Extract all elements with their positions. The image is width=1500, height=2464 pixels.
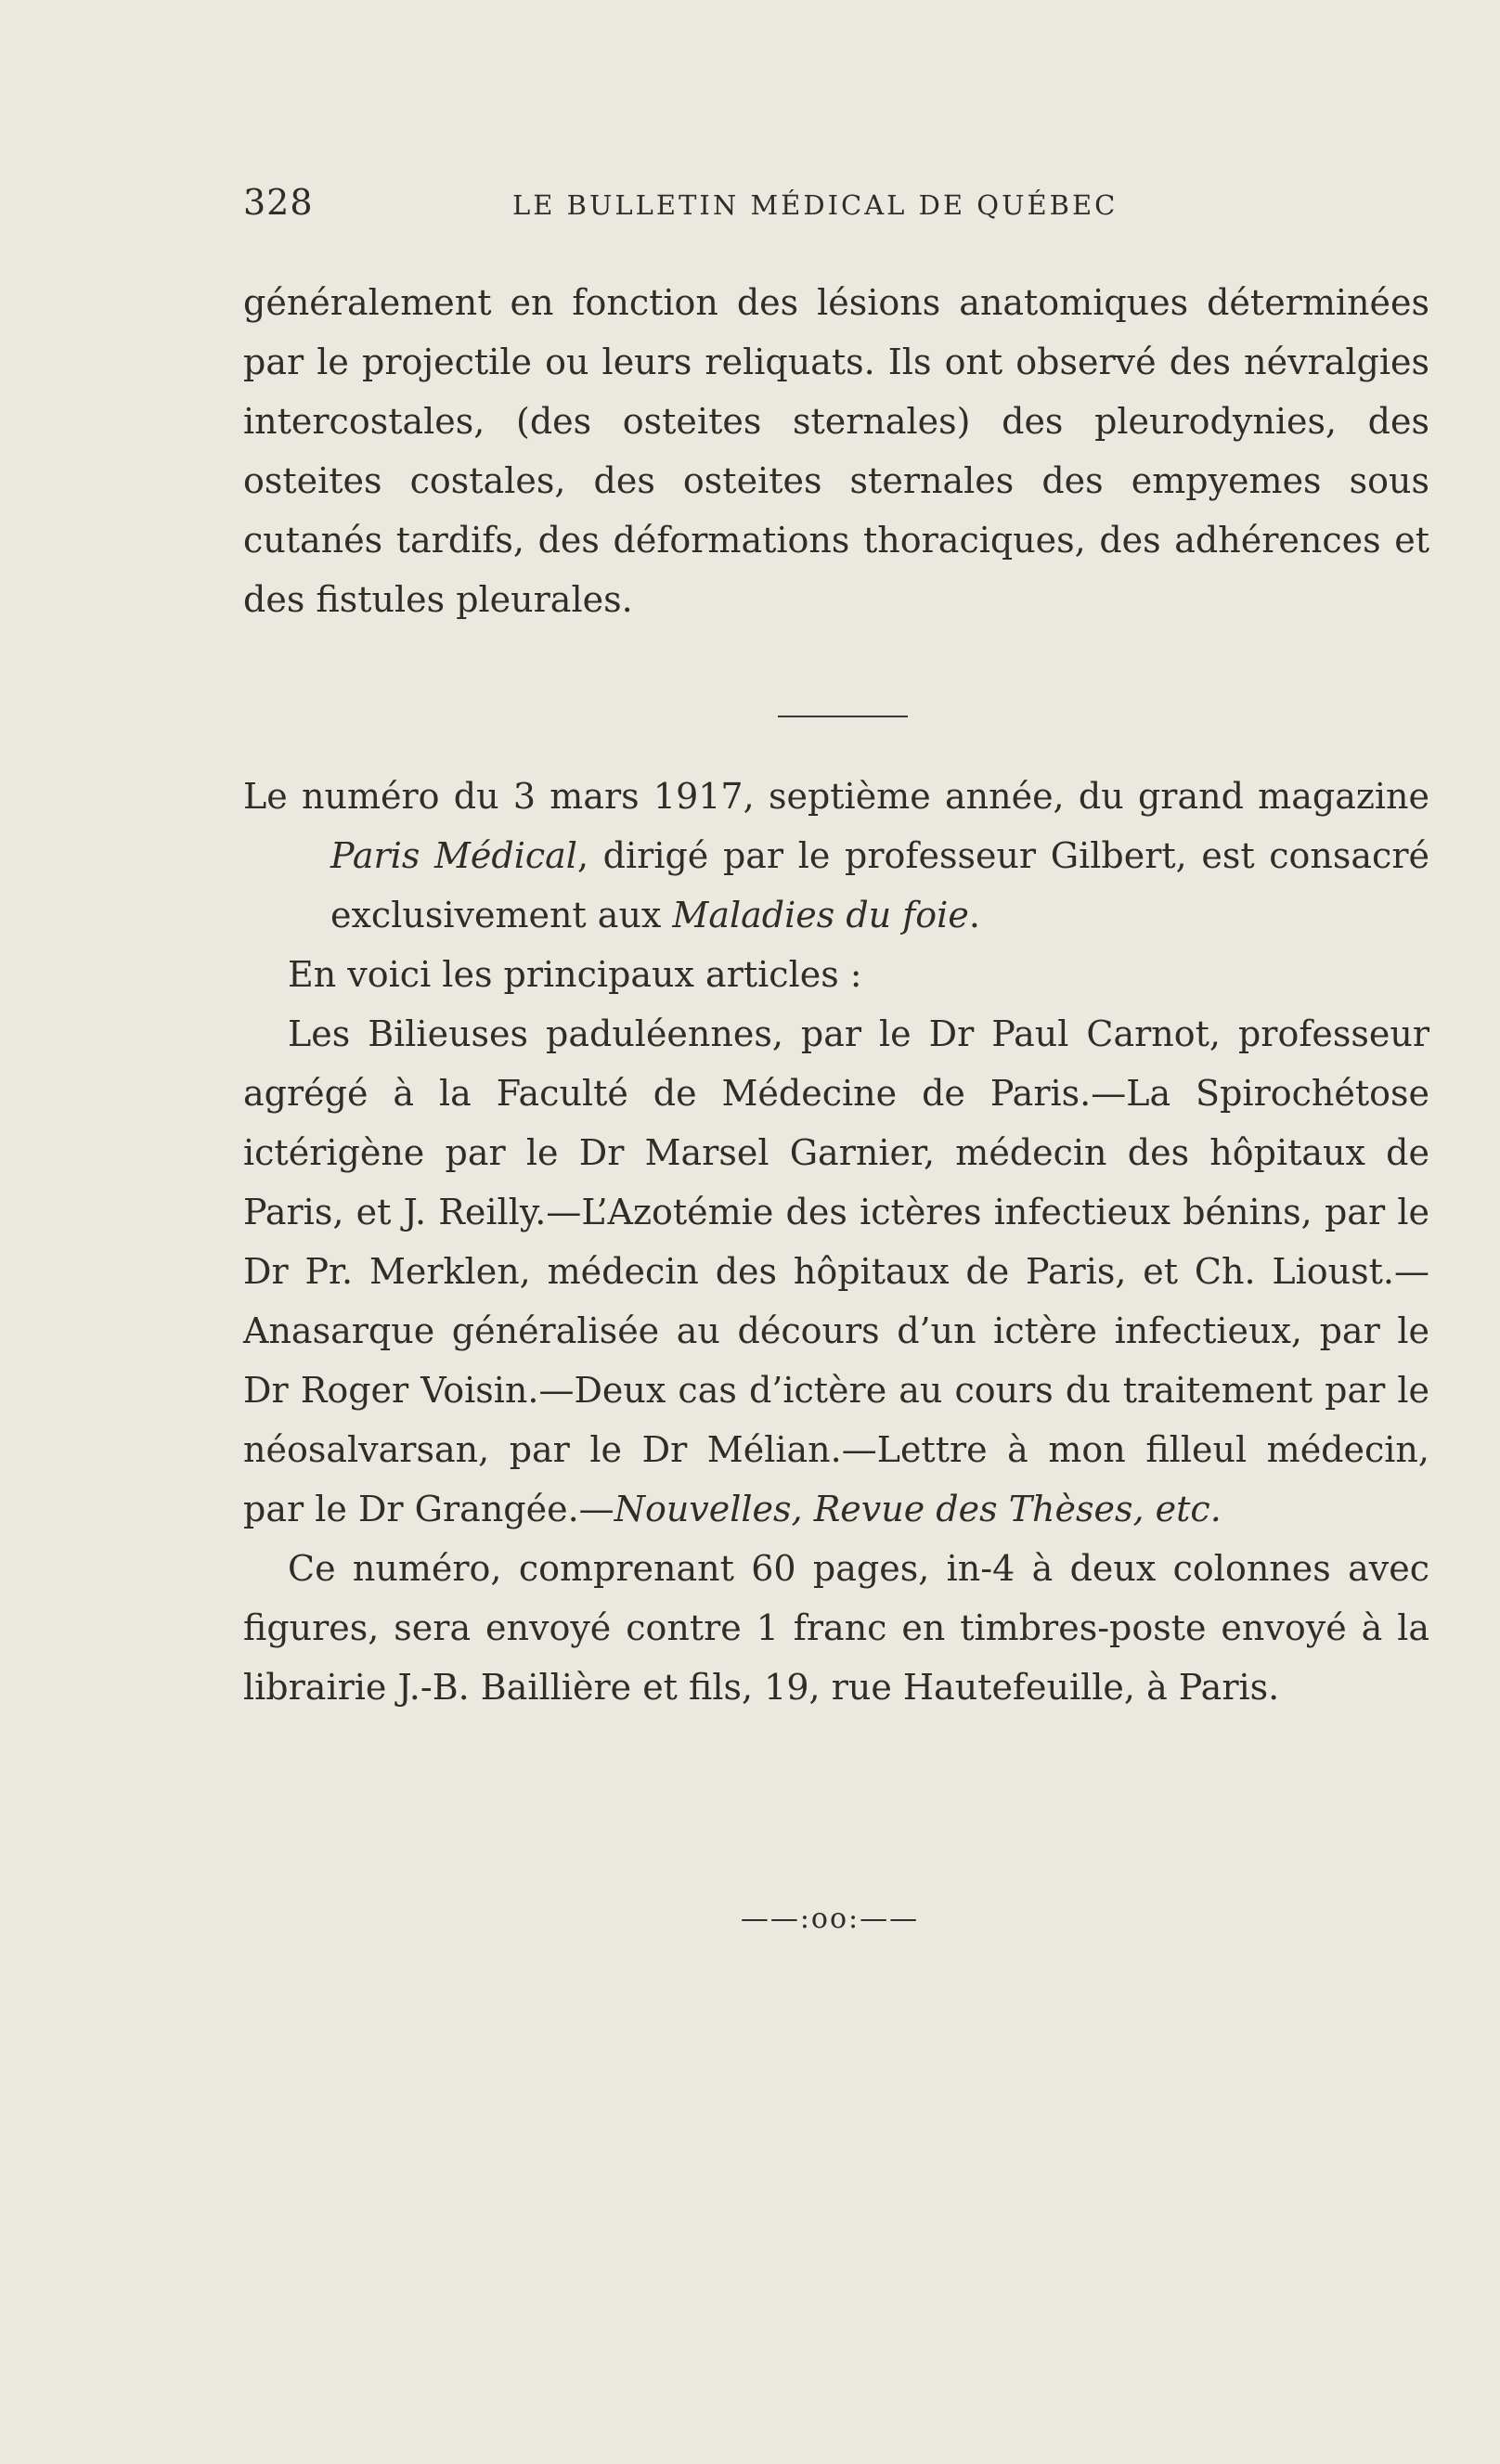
articles-lead-in: En voici les principaux articles :: [288, 954, 862, 995]
notice-intro-text-3: .: [968, 895, 980, 935]
notice-intro: [243, 767, 1429, 945]
issue-theme: Maladies du foie: [672, 895, 969, 935]
articles-tail: Nouvelles, Revue des Thèses, etc.: [614, 1489, 1222, 1529]
page-number: 328: [243, 182, 314, 223]
continued-paragraph: généralement en fonction des lésions anatomiques déterminées par le projectile ou leurs reliquats. Ils ont observé des névralgies intercostales, (des osteites sternales) des pleurodynies, des osteites costales, des osteites sternales des empyemes sous cutanés tardifs, des déformations thoraciques, des adhérences et des fistules pleurales.: [243, 282, 1429, 620]
articles-list: [243, 1004, 1429, 1539]
continued-paragraph-block: [243, 273, 1429, 629]
closing-paragraph: Ce numéro, comprenant 60 pages, in-4 à deux colonnes avec figures, sera envoyé contre 1 franc en timbres-poste envoyé à la librairie J.-B. Baillière et fils, 19, rue Hautefeuille, à Paris.: [243, 1548, 1429, 1708]
notice-block: [243, 767, 1429, 1717]
running-title: LE BULLETIN MÉDICAL DE QUÉBEC: [512, 189, 1119, 221]
articles-text: Les Bilieuses paduléennes, par le Dr Paul Carnot, professeur agrégé à la Faculté de Médecine de Paris.—La Spirochétose ictérigène par le Dr Marsel Garnier, médecin des hôpitaux de Paris, et J. Reilly.—L’Azotémie des ictères infectieux bénins, par le Dr Pr. Merklen, médecin des hôpitaux de Paris, et Ch. Lioust.—Anasarque généralisée au décours d’un ictère infectieux, par le Dr Roger Voisin.—Deux cas d’ictère au cours du traitement par le néosalvarsan, par le Dr Mélian.—Lettre à mon filleul médecin, par le Dr Grangée.—: [243, 1013, 1429, 1529]
notice-intro-text-1: Le numéro du 3 mars 1917, septième année, du grand magazine: [243, 776, 1429, 817]
magazine-title: Paris Médical: [330, 835, 577, 876]
page-header: [243, 182, 1431, 238]
section-divider: [778, 716, 908, 717]
end-ornament: ——:oo:——: [740, 1903, 920, 1935]
notice-intro-text-2: , dirigé par le professeur Gilbert, est consacré exclusivement aux: [330, 835, 1429, 935]
